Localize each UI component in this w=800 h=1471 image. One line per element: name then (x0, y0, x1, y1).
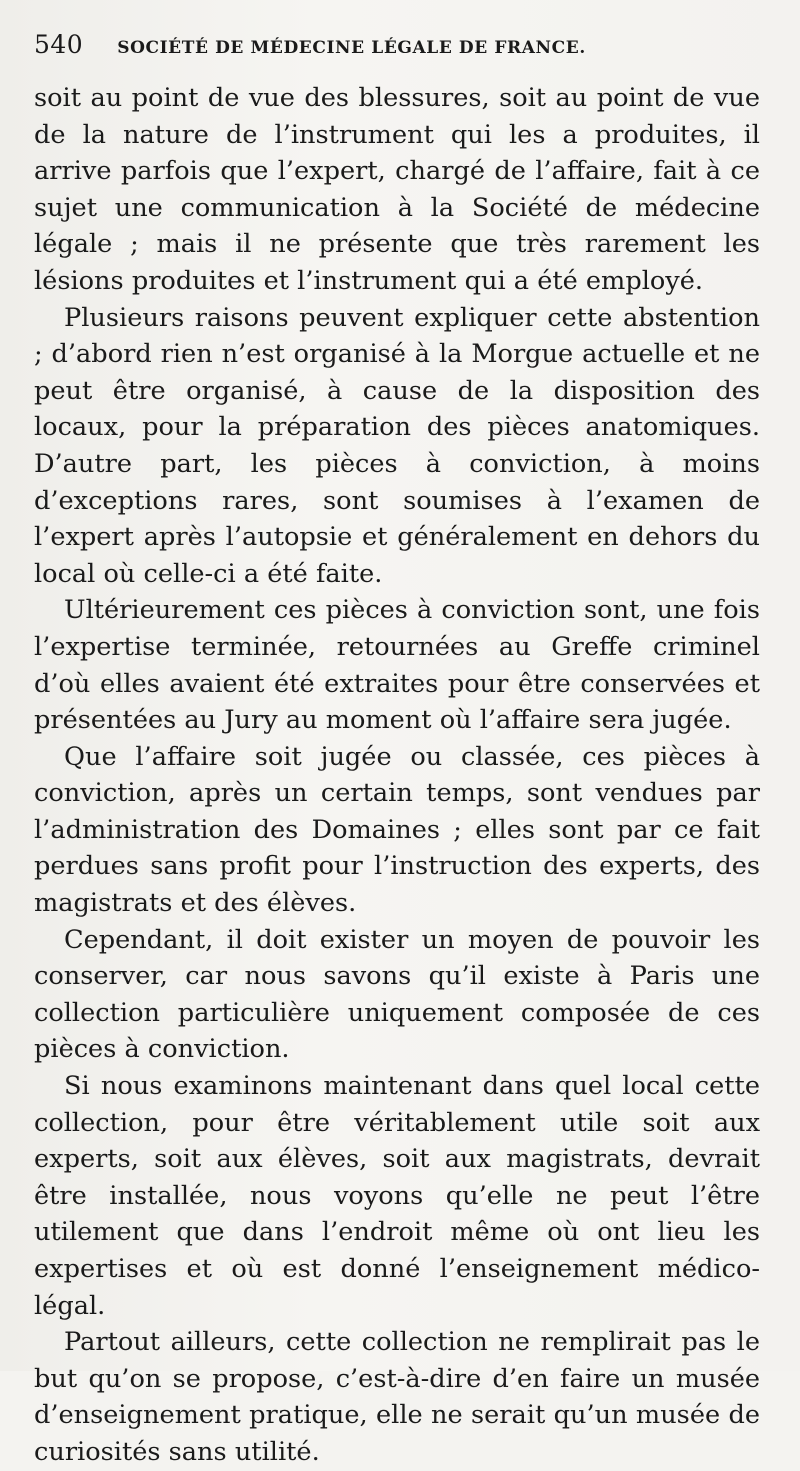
page-number: 540 (34, 30, 84, 59)
paragraph-3: Ultérieurement ces pièces à conviction sont, une fois l’expertise terminée, retournées au Greffe criminel d’où elles avaient été extraites pour être conservées et présentées au Jury au moment où l’affaire sera jugée. (34, 595, 760, 736)
running-header (34, 30, 760, 80)
paragraph-7: Partout ailleurs, cette collection ne remplirait pas le but qu’on se propose, c’est-à-dire d’en faire un musée d’enseignement pratique, elle ne serait qu’un musée de curiosités sans utilité. (34, 1327, 760, 1467)
paragraph-5: Cependant, il doit exister un moyen de pouvoir les conserver, car nous savons qu’il existe à Paris une collection particulière uniquement composée de ces pièces à conviction. (34, 924, 760, 1065)
paragraph-1: soit au point de vue des blessures, soit au point de vue de la nature de l’instrument qui les a produites, il arrive parfois que l’expert, chargé de l’affaire, fait à ce sujet une communication à la Société de médecine légale ; mais il ne présente que très rarement les lésions produites et l’instrument qui a été employé. (34, 83, 760, 296)
running-title: SOCIÉTÉ DE MÉDECINE LÉGALE DE FRANCE. (117, 38, 586, 58)
paragraph-4: Que l’affaire soit jugée ou classée, ces pièces à conviction, après un certain temps, sont vendues par l’administration des Domaines ; elles sont par ce fait perdues sans profit pour l’instruction des experts, des magistrats et des élèves. (34, 741, 760, 919)
paragraph-6: Si nous examinons maintenant dans quel local cette collection, pour être véritablement utile soit aux experts, soit aux élèves, soit aux magistrats, devrait être installée, nous voyons qu’elle ne peut l’être utilement que dans l’endroit même où ont lieu les expertises et où est donné l’enseignement médico-légal. (34, 1071, 760, 1321)
body-text (34, 80, 760, 1471)
paragraph-2: Plusieurs raisons peuvent expliquer cette abstention ; d’abord rien n’est organisé à la Morgue actuelle et ne peut être organisé, à cause de la disposition des locaux, pour la préparation des pièces anatomiques. D’autre part, les pièces à conviction, à moins d’exceptions rares, sont soumises à l’examen de l’expert après l’autopsie et généralement en dehors du local où celle-ci a été faite. (34, 302, 760, 589)
